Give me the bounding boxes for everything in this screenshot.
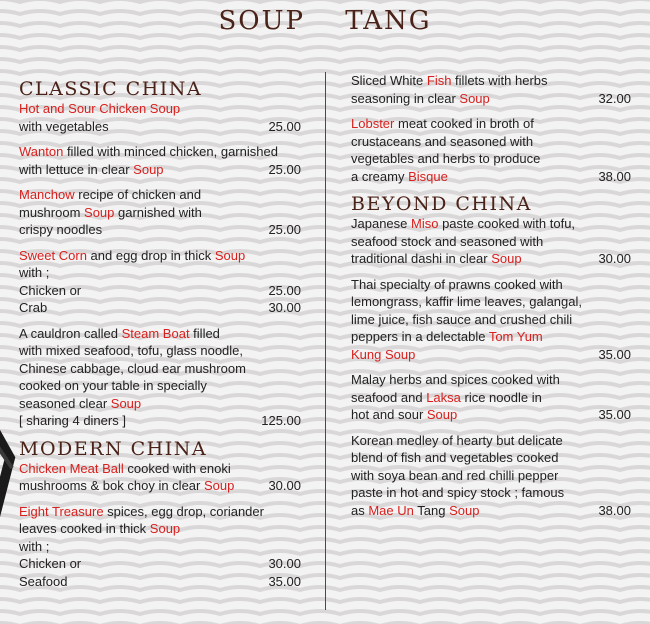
description-text: Chicken or [19,282,82,298]
menu-item-line [19,395,301,413]
menu-item-text [19,247,245,265]
menu-item-price: 38.00 [598,168,631,184]
beyond-china-items [351,215,631,519]
menu-item-text [19,221,102,239]
highlighted-text: Tom Yum [488,329,543,344]
highlighted-text: Soup [491,251,522,266]
menu-item-price: 25.00 [268,282,301,298]
menu-item-line [19,299,301,317]
section-title-beyond-china: BEYOND CHINA [351,193,532,215]
menu-item-line [19,186,301,204]
menu-item-text [19,264,49,282]
menu-item-text [19,460,231,478]
highlighted-text: Manchow [19,187,75,202]
description-text: filled [189,325,220,341]
description-text: seasoned clear [19,395,111,411]
description-text: Crab [19,300,48,315]
menu-item-line [19,325,301,343]
menu-item-line [351,502,631,520]
menu-item-line [351,389,631,407]
description-text: meat cooked in broth of [394,116,534,131]
menu-item-text [19,377,207,395]
menu-item-line [19,460,301,478]
description-text: vegetables and herbs to produce [351,151,541,166]
menu-item-text [351,484,564,502]
menu-item-text [19,538,49,556]
menu-item-line [351,90,631,108]
menu-item-price: 38.00 [598,502,631,518]
menu-item-line [19,342,301,360]
description-text: a creamy [351,168,409,184]
menu-item-text [19,342,243,360]
description-text: cooked on your table in specially [19,378,207,393]
menu-item-text [19,573,67,591]
menu-item-text [19,161,164,179]
page-title: SOUP TANG [218,6,432,36]
menu-item-line [351,133,631,151]
menu-item [351,72,631,107]
menu-item-text [351,502,479,520]
menu-item-line [351,72,631,90]
menu-item-line [351,115,631,133]
menu-item-text [351,328,543,346]
description-text: fillets with herbs [451,73,548,88]
menu-item [19,143,301,178]
description-text: crustaceans and seasoned with [351,133,534,149]
highlighted-text: Laksa [426,389,461,405]
menu-item-text [351,406,457,424]
modern-china-items [19,460,301,591]
menu-item-line [19,264,301,282]
description-text: blend of fish and vegetables cooked [351,450,559,465]
description-text: recipe of chicken and [74,187,202,202]
highlighted-text: Soup [149,521,181,536]
description-text: lime juice, fish sauce and crushed chili [351,311,573,327]
highlighted-text: Soup [426,407,458,422]
menu-item-text [19,282,81,300]
menu-item [19,460,301,495]
menu-item-text [351,90,490,108]
menu-item-line [19,538,301,556]
menu-item-price: 32.00 [598,90,631,106]
description-text: A cauldron called [19,325,122,341]
menu-item-line [351,293,631,311]
highlighted-text: Soup [214,247,246,263]
menu-item-line [351,484,631,502]
description-text: Korean medley of hearty but delicate [351,432,563,448]
menu-item-text [351,432,563,450]
description-text: Chinese cabbage, cloud ear mushroom [19,360,246,376]
menu-item-price: 125.00 [261,413,301,428]
menu-item-text [19,503,264,521]
highlighted-text: Bisque [408,168,448,184]
section-title-classic-china: CLASSIC CHINA [19,78,203,100]
description-text: Chicken or [19,556,82,571]
menu-item-text [19,555,81,573]
highlighted-text: Kung Soup [351,346,416,362]
description-text: crispy noodles [19,222,103,237]
menu-item-price: 25.00 [268,118,301,134]
menu-item-text [351,371,560,389]
highlighted-text: Eight Treasure [19,503,104,519]
description-text: Tang [413,502,450,518]
menu-item-price: 30.00 [268,478,301,493]
menu-item-line [19,377,301,395]
wave-line [0,59,650,62]
menu-item-line [19,204,301,222]
menu-item [351,215,631,268]
menu-item-price: 35.00 [598,346,631,362]
highlighted-text: Chicken Meat Ball [19,460,124,476]
menu-item-text [19,395,141,413]
menu-item [351,432,631,520]
description-text: lemongrass, kaffir lime leaves, galangal, [351,294,582,309]
description-text: garnished with [114,204,202,220]
menu-item-line [19,412,301,430]
menu-item-line [351,276,631,294]
menu-item-text [351,293,582,311]
menu-item-line [351,406,631,424]
description-text: leaves cooked in thick [19,521,150,536]
menu-item-line [19,118,301,136]
menu-item-line [19,477,301,495]
menu-item [19,100,301,135]
description-text: with soya bean and red chilli pepper [351,467,559,483]
menu-item-line [351,311,631,329]
menu-item-line [19,161,301,179]
highlighted-text: Mae Un [368,502,414,518]
description-text: spices, egg drop, coriander [103,503,264,519]
highlighted-text: Hot and Sour Chicken Soup [19,101,181,116]
description-text: peppers in a delectable [351,329,489,344]
menu-item-price: 25.00 [268,161,301,177]
menu-item-line [351,371,631,389]
menu-item-line [351,233,631,251]
menu-item-line [351,168,631,186]
highlighted-text: Soup [133,161,164,177]
classic-china-items [19,100,301,430]
menu-item-line [19,100,301,118]
highlighted-text: Miso [411,216,439,231]
menu-item-line [19,555,301,573]
menu-item-price: 35.00 [268,573,301,589]
menu-item-line [351,432,631,450]
highlighted-text: Steam Boat [121,325,190,341]
description-text: seafood stock and seasoned with [351,233,544,249]
description-text: paste cooked with tofu, [438,216,576,231]
menu-item-line [19,247,301,265]
menu-item-text [351,250,522,268]
menu-item-line [351,467,631,485]
description-text: Japanese [351,216,411,231]
highlighted-text: Sweet Corn [19,247,87,263]
left-column [19,78,301,598]
column-divider [325,72,326,610]
menu-item-line [19,503,301,521]
right-top-items [351,72,631,185]
description-text: filled with minced chicken, garnished [63,144,278,159]
menu-item-line [351,449,631,467]
highlighted-text: Fish [426,73,452,88]
menu-item-text [19,412,126,430]
highlighted-text: Wanton [19,144,64,159]
description-text: as [351,502,369,518]
menu-item-text [19,325,220,343]
description-text: [ sharing 4 diners ] [19,413,126,428]
description-text: cooked with enoki [123,460,231,476]
wave-line [0,0,650,2]
menu-item-line [19,520,301,538]
menu-item-line [351,250,631,268]
menu-item-line [351,328,631,346]
description-text: rice noodle in [460,389,542,405]
description-text: paste in hot and spicy stock ; famous [351,485,565,500]
menu-item-text [351,168,448,186]
menu-item-text [351,346,415,364]
highlighted-text: Soup [110,395,142,411]
description-text: with mixed seafood, tofu, glass noodle, [19,343,244,358]
menu-item-price: 30.00 [598,251,631,266]
highlighted-text: Soup [459,90,490,106]
menu-item-text [351,389,542,407]
menu-item-text [19,299,47,317]
menu-item-line [351,150,631,168]
description-text: hot and sour [351,407,427,422]
menu-item-text [19,204,202,222]
description-text: mushroom [19,204,85,220]
right-column [351,72,631,527]
menu-item-text [19,100,180,118]
wave-line [0,611,650,614]
menu-item-line [19,282,301,300]
description-text: Malay herbs and spices cooked with [351,372,560,387]
description-text: with lettuce in clear [19,161,134,177]
menu-item [19,247,301,317]
menu-item-text [351,115,534,133]
menu-item-line [351,215,631,233]
description-text: with vegetables [19,118,109,134]
menu-item [351,371,631,424]
highlighted-text: Lobster [351,116,395,131]
description-text: Thai specialty of prawns cooked with [351,276,563,292]
description-text: mushrooms & bok choy in clear [19,478,204,493]
description-text: Sliced White [351,73,427,88]
menu-item-line [351,346,631,364]
menu-item-price: 30.00 [268,556,301,571]
menu-item-price: 25.00 [268,222,301,237]
wave-line [0,47,650,50]
description-text: with ; [19,538,50,554]
menu-item-text [351,276,563,294]
menu-item-price: 30.00 [268,300,301,315]
menu-item-line [19,573,301,591]
highlighted-text: Soup [449,502,480,518]
menu-item-text [19,477,234,495]
description-text: seasoning in clear [351,90,460,106]
menu-item-text [351,150,540,168]
description-text: seafood and [351,389,427,405]
menu-item-price: 35.00 [598,407,631,422]
section-title-modern-china: MODERN CHINA [19,437,208,460]
highlighted-text: Soup [84,204,115,220]
description-text: and egg drop in thick [86,247,215,263]
menu-item [19,186,301,239]
menu-item-line [19,221,301,239]
menu-item-text [19,520,180,538]
menu-item-text [351,467,558,485]
menu-item-text [351,311,572,329]
menu-item-text [351,449,558,467]
highlighted-text: Soup [203,478,235,493]
menu-item-text [19,186,201,204]
menu-item-text [19,143,278,161]
menu-item-text [19,360,246,378]
menu-item [351,115,631,185]
menu-item-text [351,133,533,151]
description-text: Seafood [19,573,68,589]
menu-item [19,325,301,430]
menu-item [351,276,631,364]
menu-item-line [19,143,301,161]
menu-item-text [19,118,109,136]
description-text: traditional dashi in clear [351,251,492,266]
menu-item [19,503,301,591]
menu-item-text [351,72,548,90]
menu-item-text [351,233,543,251]
menu-item-text [351,215,575,233]
description-text: with ; [19,265,50,280]
menu-item-line [19,360,301,378]
